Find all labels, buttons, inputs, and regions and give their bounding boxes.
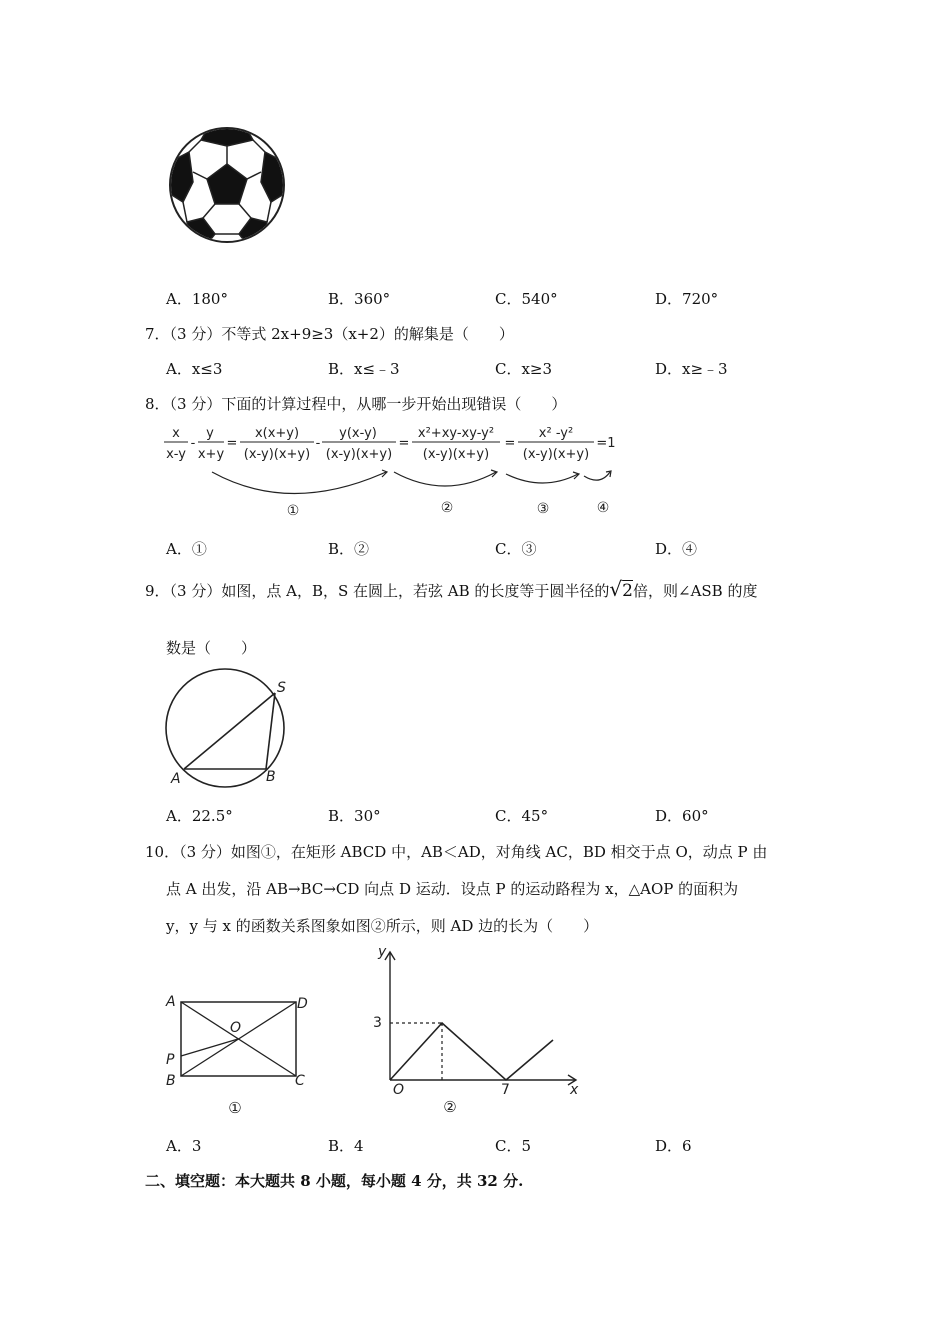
frac5-den: (x-y)(x+y) [422, 447, 490, 462]
q10-option-a[interactable]: A．3 [166, 1137, 202, 1155]
arrow-3 [506, 474, 578, 483]
equals-1: = [226, 436, 238, 451]
frac6-num: x² -y² [538, 426, 574, 441]
frac4-den: (x-y)(x+y) [325, 447, 393, 462]
y-axis-label: y [378, 944, 387, 960]
q7-option-a[interactable]: A．x≤3 [166, 360, 223, 378]
y-tick-3: 3 [373, 1015, 382, 1031]
frac2-num: y [206, 426, 214, 441]
arrow-1 [212, 472, 386, 494]
q7-option-d[interactable]: D．x≥﹣3 [655, 360, 728, 378]
rect-o-label: O [230, 1020, 242, 1036]
q8-calculation-figure [160, 420, 620, 520]
x-axis-label: x [570, 1082, 579, 1098]
rect-b-label: B [166, 1073, 176, 1089]
q7-option-c[interactable]: C．x≥3 [495, 360, 553, 378]
point-b-label: B [266, 769, 276, 785]
q6-option-d[interactable]: D．720° [655, 290, 719, 308]
q10-option-d[interactable]: D．6 [655, 1137, 692, 1155]
point-a-label: A [171, 771, 181, 787]
step-2-label: ② [440, 500, 454, 516]
q10-option-b[interactable]: B．4 [328, 1137, 364, 1155]
rect-c-label: C [295, 1073, 305, 1089]
rect-p-label: P [166, 1052, 175, 1068]
frac2-den: x+y [197, 447, 225, 462]
step-3-label: ③ [536, 501, 550, 517]
q9-option-c[interactable]: C．45° [495, 807, 549, 825]
minus-sign-2: - [315, 436, 321, 451]
q8-option-b[interactable]: B．② [328, 540, 370, 558]
point-s-label: S [277, 680, 286, 696]
step-4-label: ④ [596, 500, 610, 516]
q8-option-a[interactable]: A．① [166, 540, 207, 558]
q10-graph-figure [360, 940, 590, 1120]
q7-option-b[interactable]: B．x≤﹣3 [328, 360, 400, 378]
frac6-den: (x-y)(x+y) [522, 447, 590, 462]
q10-option-c[interactable]: C．5 [495, 1137, 532, 1155]
origin-label: O [393, 1082, 405, 1098]
step-1-label: ① [286, 503, 300, 519]
q10-rectangle-figure [160, 988, 320, 1123]
frac1-num: x [172, 426, 180, 441]
q9-stem-part1: 9．（3 分）如图，点 A，B，S 在圆上，若弦 AB 的长度等于圆半径的 [145, 582, 610, 600]
arrow-4 [584, 472, 610, 480]
sqrt-radicand: 2 [622, 581, 633, 601]
q6-option-a[interactable]: A．180° [166, 290, 228, 308]
section-2-heading: 二、填空题：本大题共 8 小题，每小题 4 分，共 32 分. [145, 1172, 524, 1190]
q8-stem: 8．（3 分）下面的计算过程中，从哪一步开始出现错误（ ） [145, 395, 567, 413]
frac3-num: x(x+y) [254, 426, 300, 441]
q6-option-c[interactable]: C．540° [495, 290, 558, 308]
equals-3: = [504, 436, 516, 451]
q9-stem-part2: 倍，则∠ASB 的度 [633, 582, 758, 600]
rect-a-label: A [166, 994, 176, 1010]
q7-stem: 7．（3 分）不等式 2x+9≥3（x+2）的解集是（ ） [145, 325, 514, 343]
q9-option-a[interactable]: A．22.5° [166, 807, 233, 825]
q8-option-c[interactable]: C．③ [495, 540, 537, 558]
q9-stem-cont: 数是（ ） [166, 639, 257, 657]
frac4-num: y(x-y) [339, 426, 377, 441]
fig1-caption: ① [228, 1099, 242, 1117]
soccer-ball-figure [165, 122, 290, 247]
q9-stem [145, 577, 757, 601]
q10-stem-line1: 10．（3 分）如图①，在矩形 ABCD 中，AB＜AD，对角线 AC，BD 相交于点 O，动点 P 由 [145, 843, 768, 861]
equals-2: = [398, 436, 410, 451]
x-tick-7: 7 [501, 1082, 510, 1098]
frac5-num: x²+xy-xy-y² [417, 426, 495, 441]
q10-stem-line2: 点 A 出发，沿 AB→BC→CD 向点 D 运动．设点 P 的运动路程为 x，△AOP 的面积为 [166, 880, 739, 898]
q9-circle-figure [160, 668, 295, 793]
frac3-den: (x-y)(x+y) [243, 447, 311, 462]
sqrt-symbol: √ [609, 577, 623, 601]
frac1-den: x-y [166, 447, 186, 462]
q6-option-b[interactable]: B．360° [328, 290, 391, 308]
q9-option-d[interactable]: D．60° [655, 807, 709, 825]
q10-stem-line3: y，y 与 x 的函数关系图象如图②所示，则 AD 边的长为（ ） [166, 917, 599, 935]
fig2-caption: ② [443, 1098, 457, 1116]
arrow-2 [394, 472, 496, 486]
rect-d-label: D [297, 996, 308, 1012]
result: =1 [596, 436, 616, 451]
minus-sign: - [190, 436, 196, 451]
q9-option-b[interactable]: B．30° [328, 807, 381, 825]
q8-option-d[interactable]: D．④ [655, 540, 698, 558]
